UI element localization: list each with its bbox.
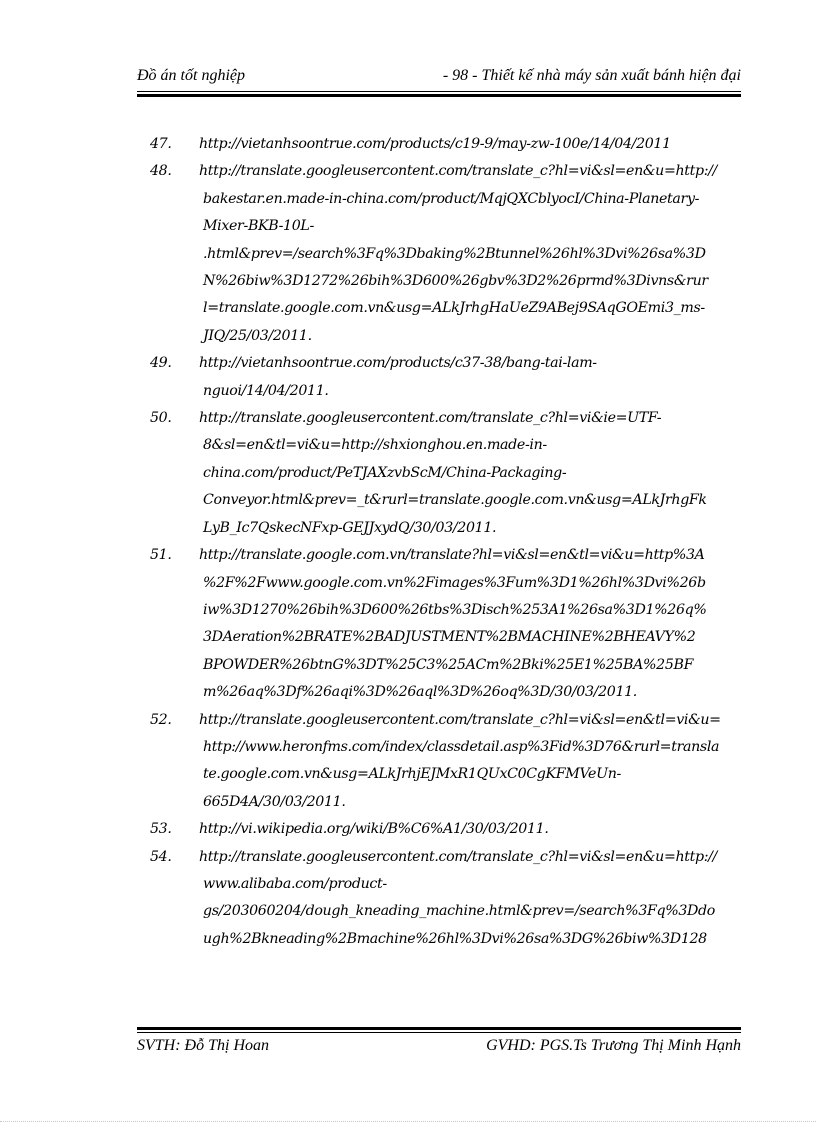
reference-url-line: BPOWDER%26btnG%3DT%25C3%25ACm%2Bki%25E1%25BA%25BF — [203, 656, 694, 673]
reference-url-line: LyB_Ic7QskecNFxp-GEJJxydQ/30/03/2011. — [203, 519, 497, 536]
reference-item — [150, 707, 745, 817]
header-document-type: Đồ án tốt nghiệp — [137, 67, 245, 84]
reference-url-line: .html&prev=/search%3Fq%3Dbaking%2Btunnel%26hl%3Dvi%26sa%3D — [203, 245, 706, 262]
reference-number: 47. — [150, 136, 172, 152]
reference-url-line: bakestar.en.made-in-china.com/product/MqjQXCblyocI/China-Planetary- — [203, 190, 700, 207]
reference-url-line: ugh%2Bkneading%2Bmachine%26hl%3Dvi%26sa%3DG%26biw%3D128 — [203, 930, 707, 947]
reference-url-line: nguoi/14/04/2011. — [203, 382, 329, 399]
footer-student: SVTH: Đỗ Thị Hoan — [137, 1037, 270, 1054]
reference-url-line: N%26biw%3D1272%26bih%3D600%26gbv%3D2%26prmd%3Divns&rur — [203, 273, 708, 290]
reference-item — [150, 158, 745, 350]
reference-item — [150, 350, 745, 405]
page-bottom-border — [0, 1121, 816, 1122]
reference-item — [150, 542, 745, 706]
reference-number: 51. — [150, 547, 172, 564]
reference-item — [150, 405, 745, 542]
reference-item — [150, 131, 745, 158]
reference-list — [150, 131, 745, 953]
header-rule-thick — [137, 94, 741, 97]
reference-number: 54. — [150, 848, 172, 865]
reference-url-line: http://translate.googleusercontent.com/translate_c?hl=vi&sl=en&u=http:// — [199, 163, 717, 180]
reference-item — [150, 816, 745, 843]
reference-number: 48. — [150, 163, 172, 180]
reference-number: 50. — [150, 410, 172, 427]
reference-url-line: %2F%2Fwww.google.com.vn%2Fimages%3Fum%3D1%26hl%3Dvi%26b — [203, 574, 706, 591]
reference-url-line: http://translate.google.com.vn/translate?hl=vi&sl=en&tl=vi&u=http%3A — [199, 547, 705, 564]
reference-url-line: http://www.heronfms.com/index/classdetail.asp%3Fid%3D76&rurl=transla — [203, 738, 720, 755]
reference-item — [150, 844, 745, 954]
reference-url-line: iw%3D1270%26bih%3D600%26tbs%3Disch%253A1%26sa%3D1%26q% — [203, 601, 707, 618]
reference-url-line: 3DAeration%2BRATE%2BADJUSTMENT%2BMACHINE%2BHEAVY%2 — [203, 629, 696, 646]
reference-url-line: http://vi.wikipedia.org/wiki/B%C6%A1/30/03/2011. — [199, 821, 549, 838]
reference-url-line: 665D4A/30/03/2011. — [203, 793, 346, 810]
reference-url-line: Mixer-BKB-10L- — [203, 218, 314, 235]
reference-url-line: 8&sl=en&tl=vi&u=http://shxionghou.en.made-in- — [203, 437, 547, 454]
reference-url-line: china.com/product/PeTJAXzvbScM/China-Packaging- — [203, 464, 567, 481]
footer-rule-thin — [137, 1032, 741, 1033]
reference-url-line: http://translate.googleusercontent.com/translate_c?hl=vi&sl=en&u=http:// — [199, 848, 717, 865]
reference-url-line: www.alibaba.com/product- — [203, 875, 387, 892]
reference-url-line: m%26aq%3Df%26aqi%3D%26aql%3D%26oq%3D/30/03/2011. — [203, 684, 637, 701]
reference-number: 52. — [150, 711, 172, 728]
reference-url-line: l=translate.google.com.vn&usg=ALkJrhgHaUeZ9ABej9SAqGOEmi3_ms- — [203, 300, 705, 317]
reference-url-line: te.google.com.vn&usg=ALkJrhjEJMxR1QUxC0CgKFMVeUn- — [203, 766, 621, 783]
footer-advisor: GVHD: PGS.Ts Trương Thị Minh Hạnh — [486, 1037, 741, 1054]
footer-rule-thick — [137, 1027, 741, 1030]
reference-url-line: http://vietanhsoontrue.com/products/c37-38/bang-tai-lam- — [199, 355, 597, 372]
header-rule-thin — [137, 91, 741, 92]
reference-url-line: http://vietanhsoontrue.com/products/c19-9/may-zw-100e/14/04/2011 — [199, 136, 671, 152]
header-page-title: - 98 - Thiết kế nhà máy sản xuất bánh hiện đại — [442, 67, 741, 84]
reference-number: 53. — [150, 821, 172, 838]
reference-url-line: http://translate.googleusercontent.com/translate_c?hl=vi&ie=UTF- — [199, 410, 662, 427]
reference-url-line: JIQ/25/03/2011. — [203, 327, 312, 344]
reference-url-line: gs/203060204/dough_kneading_machine.html&prev=/search%3Fq%3Ddo — [203, 903, 715, 920]
reference-url-line: Conveyor.html&prev=_t&rurl=translate.google.com.vn&usg=ALkJrhgFk — [203, 492, 707, 509]
reference-number: 49. — [150, 355, 172, 372]
reference-url-line: http://translate.googleusercontent.com/translate_c?hl=vi&sl=en&tl=vi&u= — [199, 711, 721, 728]
